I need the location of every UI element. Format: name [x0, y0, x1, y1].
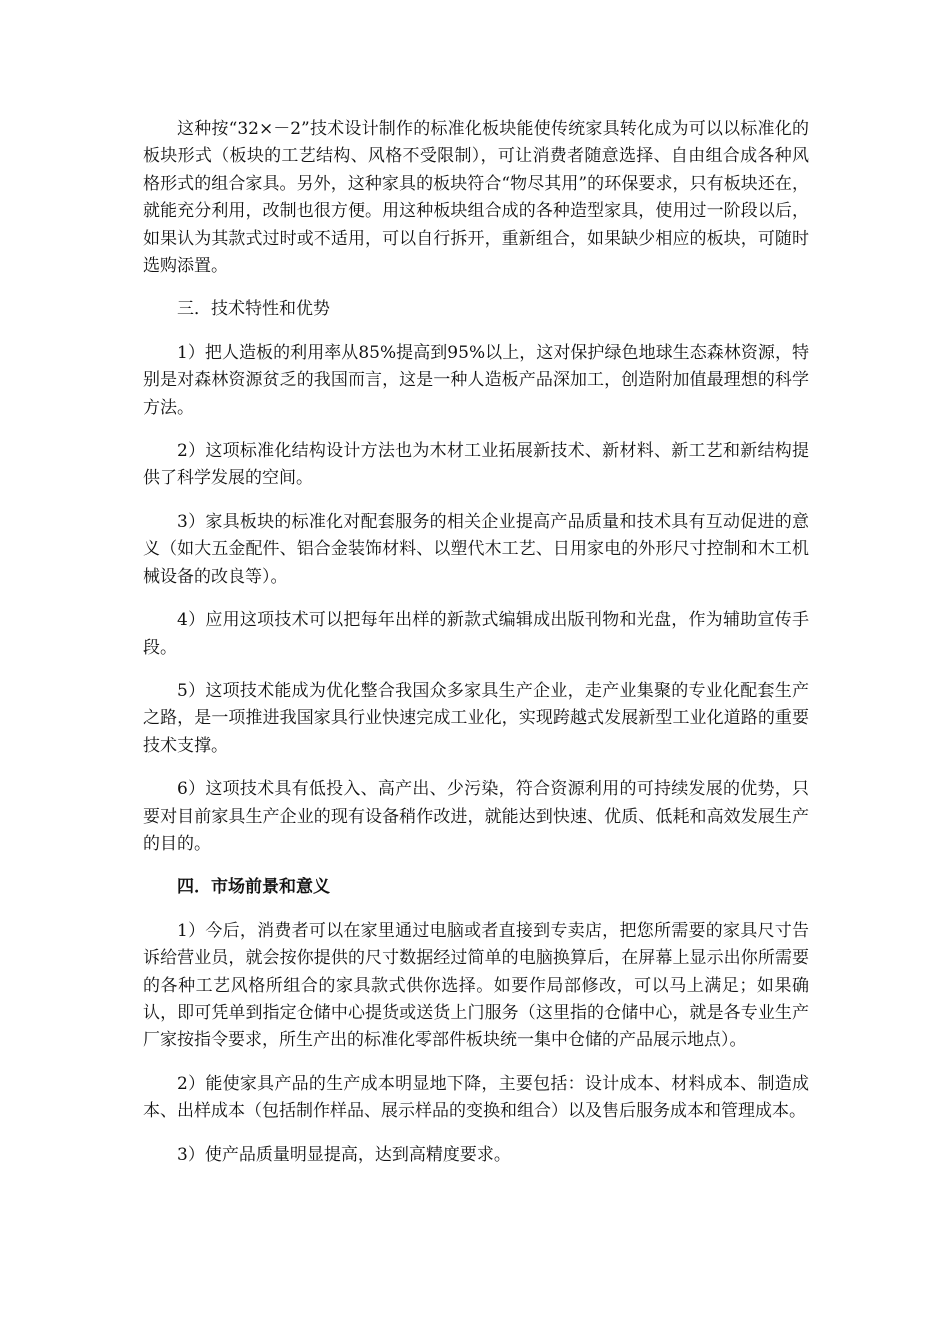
section-4-heading: 四．市场前景和意义	[177, 877, 330, 898]
section-3-item-1: 1）把人造板的利用率从85%提高到95%以上，这对保护绿色地球生态森林资源，特别是对森林资源贫乏的我国而言，这是一种人造板产品深加工，创造附加值最理想的科学方法。	[143, 342, 809, 418]
section-4-item-3: 3）使产品质量明显提高，达到高精度要求。	[177, 1144, 511, 1165]
section-3-item-2: 2）这项标准化结构设计方法也为木材工业拓展新技术、新材料、新工艺和新结构提供了科学发展的空间。	[143, 441, 809, 489]
section-3-item-6: 6）这项技术具有低投入、高产出、少污染，符合资源利用的可持续发展的优势，只要对目前家具生产企业的现有设备稍作改进，就能达到快速、优质、低耗和高效发展生产的目的。	[143, 779, 809, 854]
section-3-item-5: 5）这项技术能成为优化整合我国众多家具生产企业，走产业集聚的专业化配套生产之路，是一项推进我国家具行业快速完成工业化，实现跨越式发展新型工业化道路的重要技术支撑。	[143, 680, 809, 756]
intro-paragraph: 这种按“32×－2”技术设计制作的标准化板块能使传统家具转化成为可以以标准化的板块形式（板块的工艺结构、风格不受限制），可让消费者随意选择、自由组合成各种风格形式的组合家具。另外，这种家具的板块符合“物尽其用”的环保要求，只有板块还在，就能充分利用，改制也很方便。用这种板块组合成的各种造型家具，使用过一阶段以后，如果认为其款式过时或不适用，可以自行拆开，重新组合，如果缺少相应的板块，可随时选购添置。	[143, 119, 809, 277]
section-4-item-1: 1）今后，消费者可以在家里通过电脑或者直接到专卖店，把您所需要的家具尺寸告诉给营业员，就会按你提供的尺寸数据经过简单的电脑换算后，在屏幕上显示出你所需要的各种工艺风格所组合的家具款式供你选择。如要作局部修改，可以马上满足；如果确认，即可凭单到指定仓储中心提货或送货上门服务（这里指的仓储中心，就是各专业生产厂家按指令要求，所生产出的标准化零部件板块统一集中仓储的产品展示地点）。	[143, 920, 809, 1051]
section-3-item-4: 4）应用这项技术可以把每年出样的新款式编辑成出版刊物和光盘，作为辅助宣传手段。	[143, 610, 809, 658]
section-4-item-2: 2）能使家具产品的生产成本明显地下降，主要包括：设计成本、材料成本、制造成本、出样成本（包括制作样品、展示样品的变换和组合）以及售后服务成本和管理成本。	[143, 1073, 809, 1122]
section-3-heading: 三．技术特性和优势	[177, 299, 330, 320]
document-page	[143, 116, 809, 1185]
section-3-item-3: 3）家具板块的标准化对配套服务的相关企业提高产品质量和技术具有互动促进的意义（如大五金配件、铝合金装饰材料、以塑代木工艺、日用家电的外形尺寸控制和木工机械设备的改良等）。	[143, 511, 809, 587]
